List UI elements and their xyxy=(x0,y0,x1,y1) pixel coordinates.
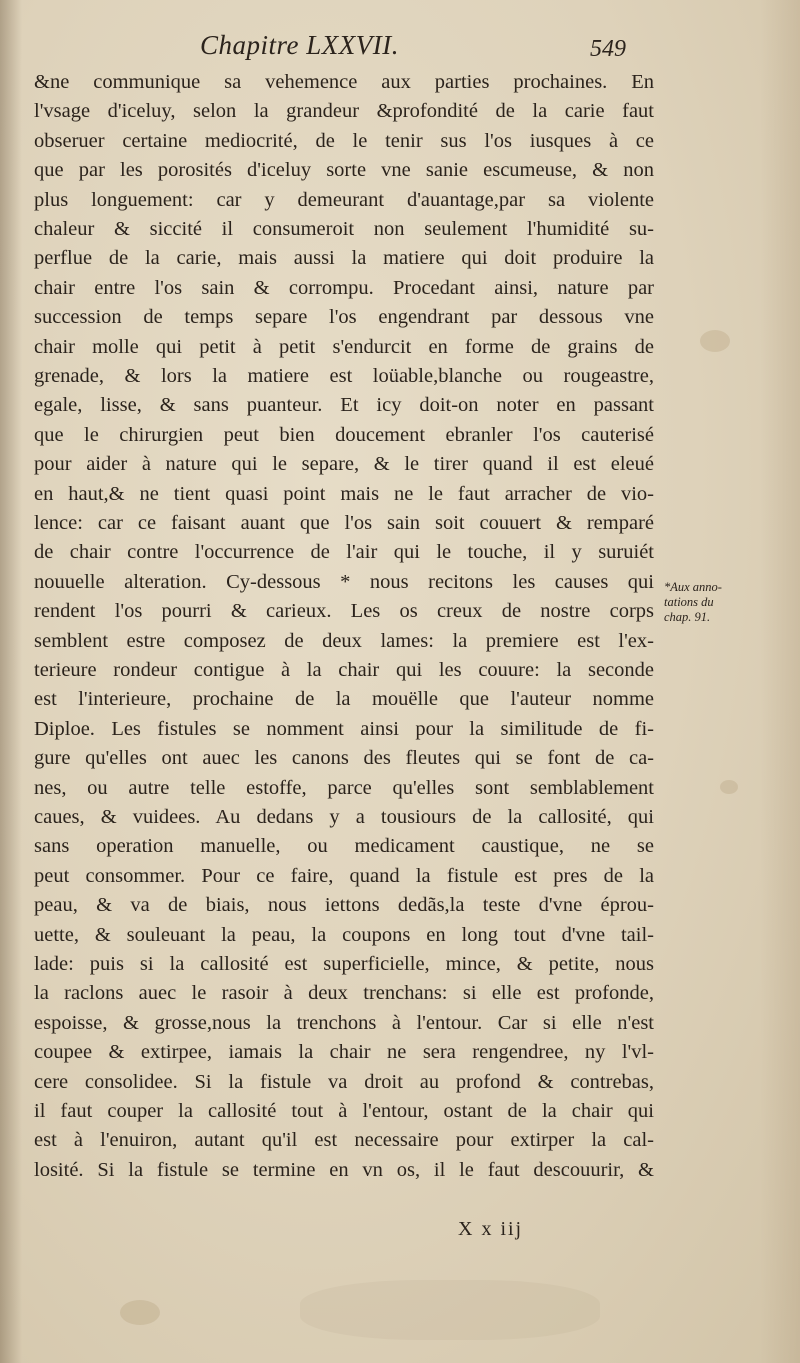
text-line: en haut,& ne tient quasi point mais ne le faut arracher de vio- xyxy=(34,482,654,505)
text-line: cere consolidee. Si la fistule va droit au profond & contrebas, xyxy=(34,1070,654,1093)
text-line: peau, & va de biais, nous iettons dedãs,la teste d'vne éprou- xyxy=(34,894,654,917)
text-line: espoisse, & grosse,nous la trenchons à l'entour. Car si elle n'est xyxy=(34,1011,654,1034)
text-line: &ne communique sa vehemence aux parties prochaines. En xyxy=(34,71,654,93)
text-line: obseruer certaine mediocrité, de le tenir sus l'os iusques à ce xyxy=(34,129,654,152)
text-line: caues, & vuidees. Au dedans y a tousiours de la callosité, qui xyxy=(34,806,654,828)
text-line: peut consommer. Pour ce faire, quand la fistule est pres de la xyxy=(34,864,654,887)
text-line: lade: puis si la callosité est superficielle, mince, & petite, nous xyxy=(34,953,654,975)
text-line: chair entre l'os sain & corrompu. Procedant ainsi, nature par xyxy=(34,276,654,299)
margin-note-line: chap. 91. xyxy=(664,610,711,624)
body-text xyxy=(0,68,800,1248)
running-head: Chapitre LXXVII. xyxy=(200,30,399,60)
page-number: 549 xyxy=(590,36,626,62)
margin-note-line: *Aux anno- xyxy=(664,580,722,594)
text-line: perflue de la carie, mais aussi la matiere qui doit produire la xyxy=(34,247,654,270)
text-line: chair molle qui petit à petit s'endurcit en forme de grains de xyxy=(34,335,654,358)
text-line: egale, lisse, & sans puanteur. Et icy doit-on noter en passant xyxy=(34,394,654,417)
text-line: il faut couper la callosité tout à l'entour, ostant de la chair qui xyxy=(34,1100,654,1122)
text-line: est à l'enuiron, autant qu'il est necessaire pour extirper la cal- xyxy=(34,1129,654,1152)
text-line: terieure rondeur contigue à la chair qui les couure: la seconde xyxy=(34,659,654,681)
text-line: que le chirurgien peut bien doucement ebranler l'os cauterisé xyxy=(34,423,654,446)
text-line: grenade, & lors la matiere est loüable,blanche ou rougeastre, xyxy=(34,365,654,387)
text-line: succession de temps separe l'os engendrant par dessous vne xyxy=(34,306,654,329)
text-line: losité. Si la fistule se termine en vn os, il le faut descouurir, & xyxy=(34,1158,654,1181)
foxing-spot xyxy=(120,1300,160,1325)
text-line: semblent estre composez de deux lames: la premiere est l'ex- xyxy=(34,629,654,652)
text-line: la raclons auec le rasoir à deux trenchans: si elle est profonde, xyxy=(34,982,654,1005)
margin-note-line: tations du xyxy=(664,595,714,609)
margin-note xyxy=(664,580,774,625)
text-line: sans operation manuelle, ou medicament caustique, ne se xyxy=(34,835,654,858)
text-line: lence: car ce faisant auant que l'os sain soit couuert & remparé xyxy=(34,512,654,534)
signature-mark: X x iij xyxy=(458,1218,524,1240)
text-line: rendent l'os pourri & carieux. Les os creux de nostre corps xyxy=(34,600,654,623)
show-through xyxy=(300,1280,600,1340)
text-line: de chair contre l'occurrence de l'air qui le touche, il y suruiét xyxy=(34,541,654,564)
text-line: chaleur & siccité il consumeroit non seulement l'humidité su- xyxy=(34,218,654,240)
text-line: que par les porosités d'iceluy sorte vne sanie escumeuse, & non xyxy=(34,159,654,182)
text-line: Diploe. Les fistules se nomment ainsi pour la similitude de fi- xyxy=(34,717,654,740)
text-line: nes, ou autre telle estoffe, parce qu'elles sont semblablement xyxy=(34,776,654,799)
text-line: plus longuement: car y demeurant d'auantage,par sa violente xyxy=(34,188,654,211)
page-header xyxy=(0,28,800,68)
text-line: l'vsage d'iceluy, selon la grandeur &profondité de la carie faut xyxy=(34,100,654,123)
text-line: coupee & extirpee, iamais la chair ne sera rengendree, ny l'vl- xyxy=(34,1041,654,1064)
text-line: uette, & souleuant la peau, la coupons en long tout d'vne tail- xyxy=(34,923,654,946)
text-line: nouuelle alteration. Cy-dessous * nous recitons les causes qui xyxy=(34,570,654,593)
text-line: est l'interieure, prochaine de la mouëlle que l'auteur nomme xyxy=(34,688,654,711)
text-line: gure qu'elles ont auec les canons des fleutes qui se font de ca- xyxy=(34,747,654,770)
text-line: pour aider à nature qui le separe, & le tirer quand il est eleué xyxy=(34,453,654,476)
